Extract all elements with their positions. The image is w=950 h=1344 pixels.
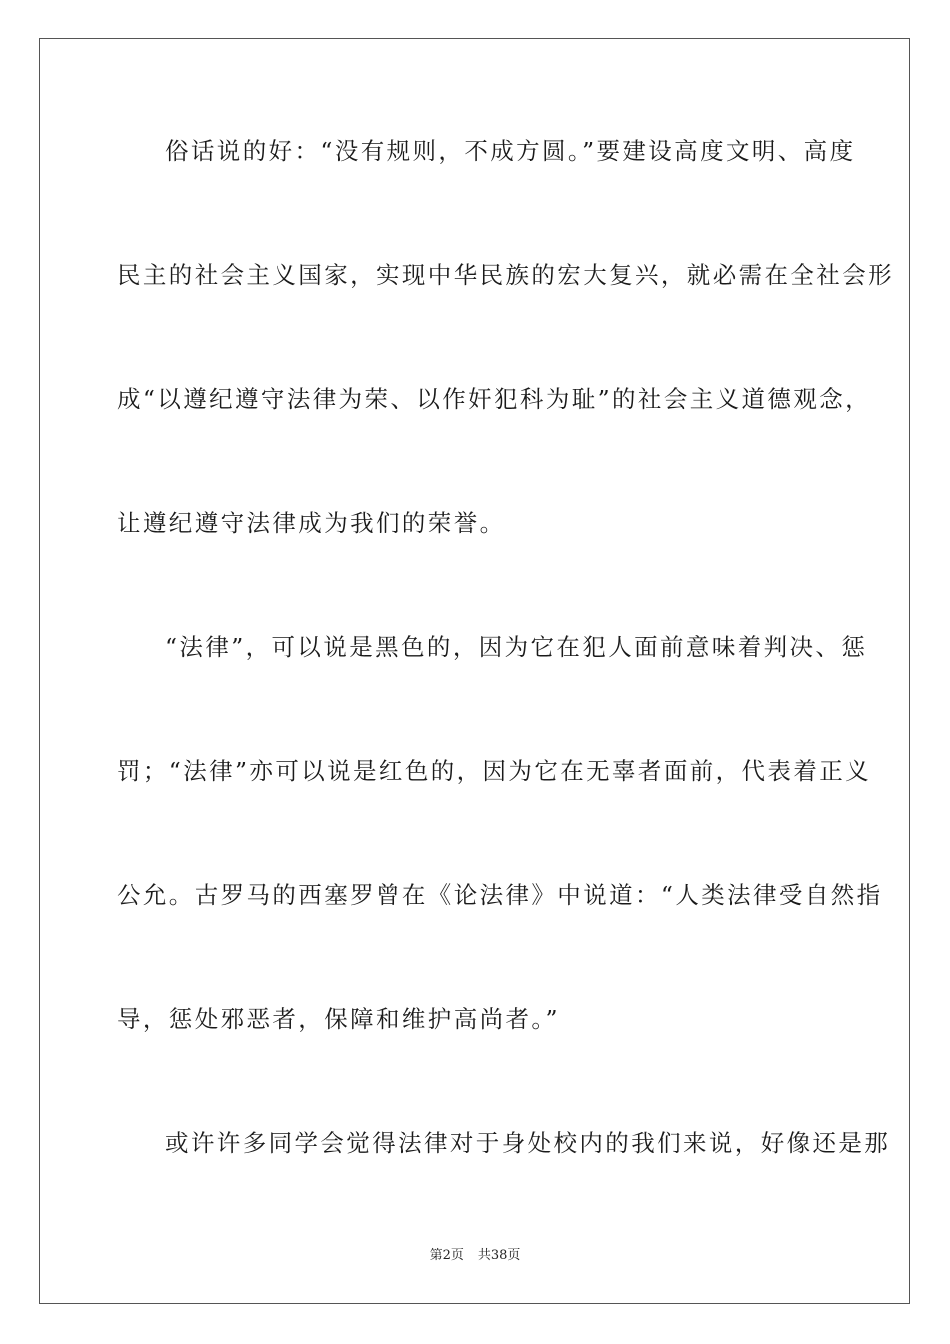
- page-footer: [0, 1244, 950, 1263]
- page-border: [39, 38, 910, 1304]
- paragraph-1-line-1: 俗话说的好：“没有规则，不成方圆。”要建设高度文明、高度: [165, 137, 856, 165]
- paragraph-1-line-4: 让遵纪遵守法律成为我们的荣誉。: [117, 509, 506, 537]
- paragraph-2-line-4: 导，惩处邪恶者，保障和维护高尚者。”: [117, 1005, 560, 1033]
- paragraph-2-line-2: 罚；“法律”亦可以说是红色的，因为它在无辜者面前，代表着正义: [117, 757, 872, 785]
- page-total: 共38页: [477, 1248, 521, 1263]
- paragraph-3-line-1: 或许许多同学会觉得法律对于身处校内的我们来说，好像还是那: [165, 1129, 891, 1157]
- paragraph-1-line-2: 民主的社会主义国家，实现中华民族的宏大复兴，就必需在全社会形: [117, 261, 894, 289]
- paragraph-2-line-3: 公允。古罗马的西塞罗曾在《论法律》中说道：“人类法律受自然指: [117, 881, 883, 909]
- page-number: 第2页: [429, 1248, 464, 1263]
- paragraph-2-line-1: “法律”，可以说是黑色的，因为它在犯人面前意味着判决、惩: [165, 633, 868, 661]
- paragraph-1-line-3: 成“以遵纪遵守法律为荣、以作奸犯科为耻”的社会主义道德观念，: [117, 385, 872, 413]
